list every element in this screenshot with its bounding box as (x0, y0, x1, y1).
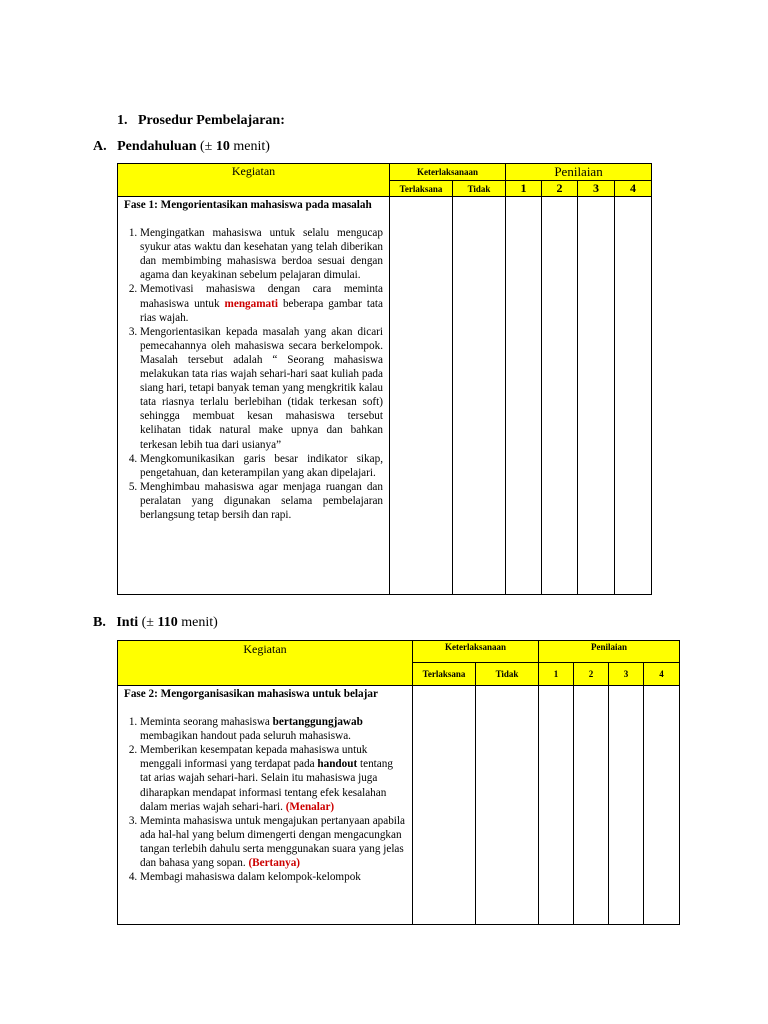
section-b-duration-suffix: menit) (177, 615, 218, 630)
score-1-cell[interactable] (506, 197, 542, 595)
item-text: tentang tat arias wajah sehari-hari. Selain itu mahasiswa juga diharapkan mendapat informasi tentang efek kesalahan dalam merias wajah sehari-hari. (140, 758, 393, 813)
score-2-cell[interactable] (542, 197, 578, 595)
item-text: Mengkomunikasikan garis besar indikator sikap, pengetahuan, dan keterampilan yang akan dipelajari. (140, 452, 383, 479)
header-penilaian: Penilaian (539, 641, 680, 663)
score-3-cell[interactable] (578, 197, 615, 595)
score-3-cell[interactable] (609, 686, 644, 925)
list-item (140, 282, 383, 324)
activity-cell (118, 197, 390, 595)
item-text: Meminta mahasiswa untuk mengajukan pertanyaan apabila ada hal-hal yang belum dimengerti dengan mengacungkan tangan terlebih dahulu serta menggunakan suara yang jelas dan bahasa yang sopan. (140, 814, 405, 870)
header-score-3: 3 (578, 181, 615, 197)
item-bold: handout (317, 758, 358, 771)
item-text: Mengingatkan mahasiswa untuk selalu mengucap syukur atas waktu dan kesehatan yang telah diberikan dan membimbing mahasiswa berdoa sesuai dengan agama dan keyakinan sebelum pelajaran dimulai. (140, 227, 383, 282)
header-score-2: 2 (542, 181, 578, 197)
list-item (140, 715, 406, 743)
table-pendahuluan (117, 163, 652, 595)
header-keterlaksanaan: Keterlaksanaan (413, 641, 539, 663)
list-item (140, 226, 383, 282)
header-kegiatan: Kegiatan (118, 164, 390, 197)
section-b-duration-value: 110 (157, 615, 178, 630)
item-text: Memotivasi mahasiswa dengan cara meminta mahasiswa untuk (140, 283, 383, 310)
activity-list (124, 715, 406, 884)
section-b-duration-prefix: (± (141, 615, 158, 630)
terlaksana-cell[interactable] (413, 686, 476, 925)
tidak-cell[interactable] (453, 197, 506, 595)
item-text: Menghimbau mahasiswa agar menjaga ruangan dan peralatan yang digunakan selama pembelajaran berlangsung tetap bersih dan rapi. (140, 480, 383, 521)
phase-title: Fase 1: Mengorientasikan mahasiswa pada masalah (124, 199, 372, 211)
section-a-duration-prefix: (± (200, 139, 216, 154)
list-item (140, 480, 383, 522)
item-highlight: mengamati (224, 297, 278, 310)
header-terlaksana: Terlaksana (390, 181, 453, 197)
list-item (140, 452, 383, 480)
section-b-heading (93, 615, 218, 631)
score-4-cell[interactable] (644, 686, 680, 925)
item-text: Meminta seorang mahasiswa (140, 716, 273, 729)
header-score-1: 1 (539, 663, 574, 686)
section-title (117, 113, 285, 129)
score-1-cell[interactable] (539, 686, 574, 925)
score-4-cell[interactable] (615, 197, 652, 595)
header-tidak: Tidak (476, 663, 539, 686)
activity-list (124, 226, 383, 522)
terlaksana-cell[interactable] (390, 197, 453, 595)
header-score-3: 3 (609, 663, 644, 686)
phase-title: Fase 2: Mengorganisasikan mahasiswa untuk belajar (124, 688, 378, 700)
item-highlight: (Menalar) (285, 800, 335, 813)
section-b-name: Inti (116, 615, 139, 630)
list-item (140, 325, 383, 452)
item-text: beberapa gambar tata rias wajah. (140, 297, 383, 324)
header-score-4: 4 (644, 663, 680, 686)
header-keterlaksanaan: Keterlaksanaan (390, 164, 506, 181)
section-a-duration-value: 10 (215, 139, 230, 154)
title-number: 1. (117, 113, 128, 128)
section-a-duration-suffix: menit) (229, 139, 270, 154)
header-terlaksana: Terlaksana (413, 663, 476, 686)
title-text: Prosedur Pembelajaran: (138, 113, 285, 128)
header-score-2: 2 (574, 663, 609, 686)
header-kegiatan: Kegiatan (118, 641, 413, 686)
list-item (140, 870, 406, 884)
header-tidak: Tidak (453, 181, 506, 197)
section-b-letter: B. (93, 615, 106, 630)
section-a-letter: A. (93, 139, 107, 154)
item-highlight: (Bertanya) (248, 857, 301, 870)
list-item (140, 743, 406, 813)
header-score-4: 4 (615, 181, 652, 197)
tidak-cell[interactable] (476, 686, 539, 925)
item-text: Mengorientasikan kepada masalah yang akan dicari pemecahannya oleh mahasiswa secara berkelompok. Masalah tersebut adalah “ Seorang mahasiswa melakukan tata rias wajah sehari-hari saat kuliah pada siang hari, tetapi banyak teman yang mengkritik kalau tata riasnya terlalu berlebihan (tidak terkesan soft) sehingga membuat kesan mahasiswa tersebut kelihatan tidak natural make upnya dan bahkan terkesan lebih tua dari usianya” (140, 325, 383, 451)
item-text: Memberikan kesempatan kepada mahasiswa untuk menggali informasi yang terdapat pada (140, 744, 368, 771)
header-score-1: 1 (506, 181, 542, 197)
item-text: Membagi mahasiswa dalam kelompok-kelompok (140, 871, 361, 884)
list-item (140, 814, 406, 870)
section-a-name: Pendahuluan (117, 139, 197, 154)
section-a-heading (93, 139, 270, 155)
score-2-cell[interactable] (574, 686, 609, 925)
item-bold: bertanggungjawab (272, 716, 363, 729)
table-inti (117, 640, 680, 925)
header-penilaian: Penilaian (506, 164, 652, 181)
item-text: membagikan handout pada seluruh mahasiswa. (140, 730, 351, 743)
activity-cell (118, 686, 413, 925)
